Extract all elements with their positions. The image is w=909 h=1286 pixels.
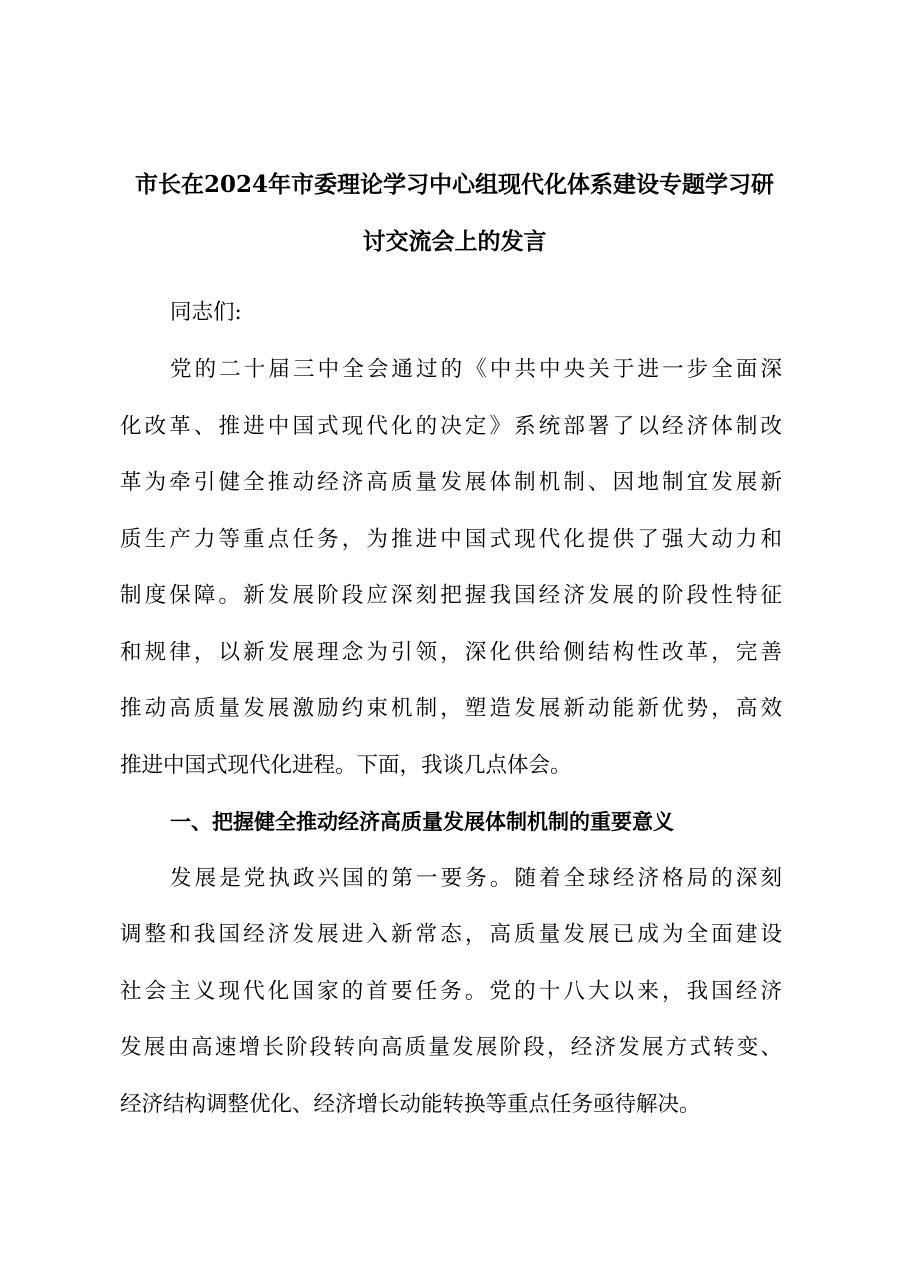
salutation: 同志们: — [170, 300, 242, 325]
intro-line-5: 制度保障。新发展阶段应深刻把握我国经济发展的阶段性特征 — [120, 583, 782, 608]
section-line-2: 调整和我国经济发展进入新常态，高质量发展已成为全面建设 — [120, 922, 782, 947]
intro-line-1: 党的二十届三中全会通过的《中共中央关于进一步全面深 — [170, 357, 782, 382]
intro-line-2: 化改革、推进中国式现代化的决定》系统部署了以经济体制改 — [120, 414, 782, 439]
section-line-5: 经济结构调整优化、经济增长动能转换等重点任务亟待解决。 — [120, 1092, 701, 1117]
intro-line-7: 推动高质量发展激励约束机制，塑造发展新动能新优势，高效 — [120, 696, 782, 721]
section-heading: 一、把握健全推动经济高质量发展体制机制的重要意义 — [170, 810, 674, 834]
intro-line-8: 推进中国式现代化进程。下面，我谈几点体会。 — [120, 753, 572, 778]
section-line-4: 发展由高速增长阶段转向高质量发展阶段，经济发展方式转变、 — [120, 1035, 782, 1060]
intro-line-4: 质生产力等重点任务，为推进中国式现代化提供了强大动力和 — [120, 527, 782, 552]
section-line-3: 社会主义现代化国家的首要任务。党的十八大以来，我国经济 — [120, 979, 782, 1004]
document-title-line-2: 讨交流会上的发言 — [362, 228, 547, 255]
intro-line-6: 和规律，以新发展理念为引领，深化供给侧结构性改革，完善 — [120, 640, 782, 665]
document-title-line-1: 市长在2024年市委理论学习中心组现代化体系建设专题学习研 — [134, 171, 774, 198]
intro-line-3: 革为牵引健全推动经济高质量发展体制机制、因地制宜发展新 — [120, 470, 782, 495]
section-line-1: 发展是党执政兴国的第一要务。随着全球经济格局的深刻 — [170, 866, 782, 891]
